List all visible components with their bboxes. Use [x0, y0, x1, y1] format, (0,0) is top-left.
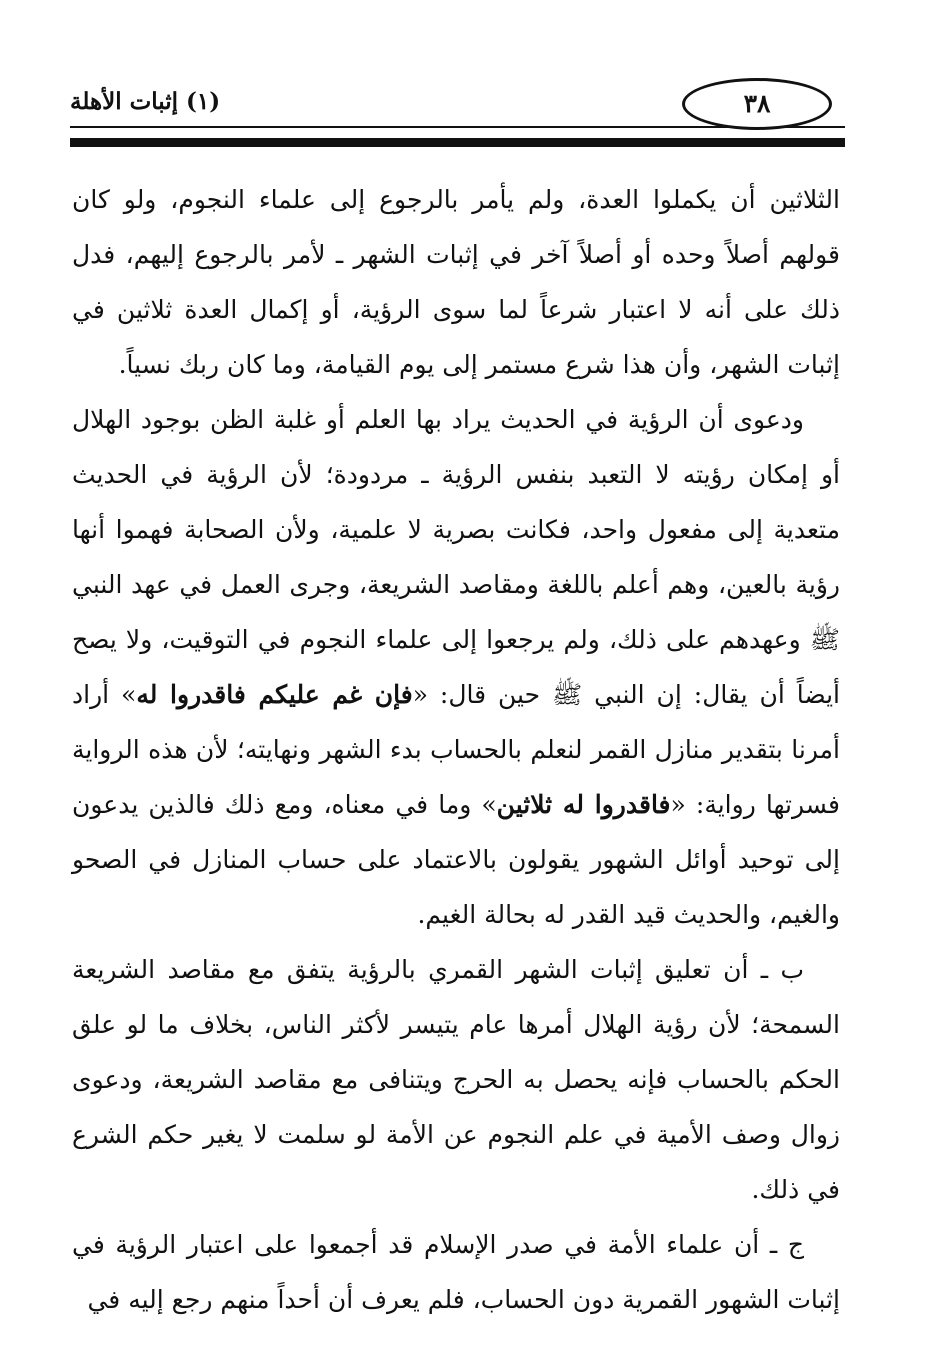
- paragraph-text: » وما في معناه، ومع ذلك فالذين يدعون إلى توحيد أوائل الشهور يقولون بالاعتماد على حساب المنازل في الصحو والغيم، والحديث قيد القدر له بحالة الغيم.: [72, 790, 840, 929]
- page-number: ٣٨: [682, 78, 832, 130]
- paragraph-point-c: ج ـ أن علماء الأمة في صدر الإسلام قد أجمعوا على اعتبار الرؤية في إثبات الشهور القمرية دون الحساب، فلم يعرف أن أحداً منهم رجع إليه في: [72, 1230, 840, 1314]
- paragraph-rebuttal: [72, 392, 840, 942]
- paragraph-point-b: ب ـ أن تعليق إثبات الشهر القمري بالرؤية يتفق مع مقاصد الشريعة السمحة؛ لأن رؤية الهلال أمرها عام يتيسر لأكثر الناس، بخلاف ما لو علق الحكم بالحساب فإنه يحصل به الحرج ويتنافى مع مقاصد الشريعة، ودعوى زوال وصف الأمية في علم النجوم عن الأمة لو سلمت لا يغير حكم الشرع في ذلك.: [72, 955, 840, 1204]
- page-header: [70, 78, 845, 158]
- paragraph-text: ودعوى أن الرؤية في الحديث يراد بها العلم أو غلبة الظن بوجود الهلال أو إمكان رؤيته لا التعبد بنفس الرؤية ـ مردودة؛ لأن الرؤية في الحديث متعدية إلى مفعول واحد، فكانت بصرية لا علمية، ولأن الصحابة فهموا أنها رؤية بالعين، وهم أعلم باللغة ومقاصد الشريعة، وجرى العمل في عهد النبي ﷺ وعهدهم على ذلك، ولم يرجعوا إلى علماء النجوم في التوقيت، ولا يصح أيضاً أن يقال: إن النبي ﷺ حين قال: «: [72, 405, 840, 709]
- running-title: (١) إثبات الأهلة: [70, 88, 221, 115]
- header-thick-rule: [70, 138, 845, 147]
- paragraph-continuation: الثلاثين أن يكملوا العدة، ولم يأمر بالرجوع إلى علماء النجوم، ولو كان قولهم أصلاً وحده أو أصلاً آخر في إثبات الشهر ـ لأمر بالرجوع إليهم، فدل ذلك على أنه لا اعتبار شرعاً لما سوى الرؤية، أو إكمال العدة ثلاثين في إثبات الشهر، وأن هذا شرع مستمر إلى يوم القيامة، وما كان ربك نسياً.: [72, 185, 840, 379]
- hadith-quote: فاقدروا له ثلاثين: [496, 790, 671, 819]
- page-body: [72, 172, 840, 1327]
- hadith-quote: فإن غم عليكم فاقدروا له: [136, 680, 413, 709]
- paragraph-text: » أراد أمرنا بتقدير منازل القمر لنعلم بالحساب بدء الشهر ونهايته؛ لأن هذه الرواية فسرتها رواية: «: [72, 680, 840, 819]
